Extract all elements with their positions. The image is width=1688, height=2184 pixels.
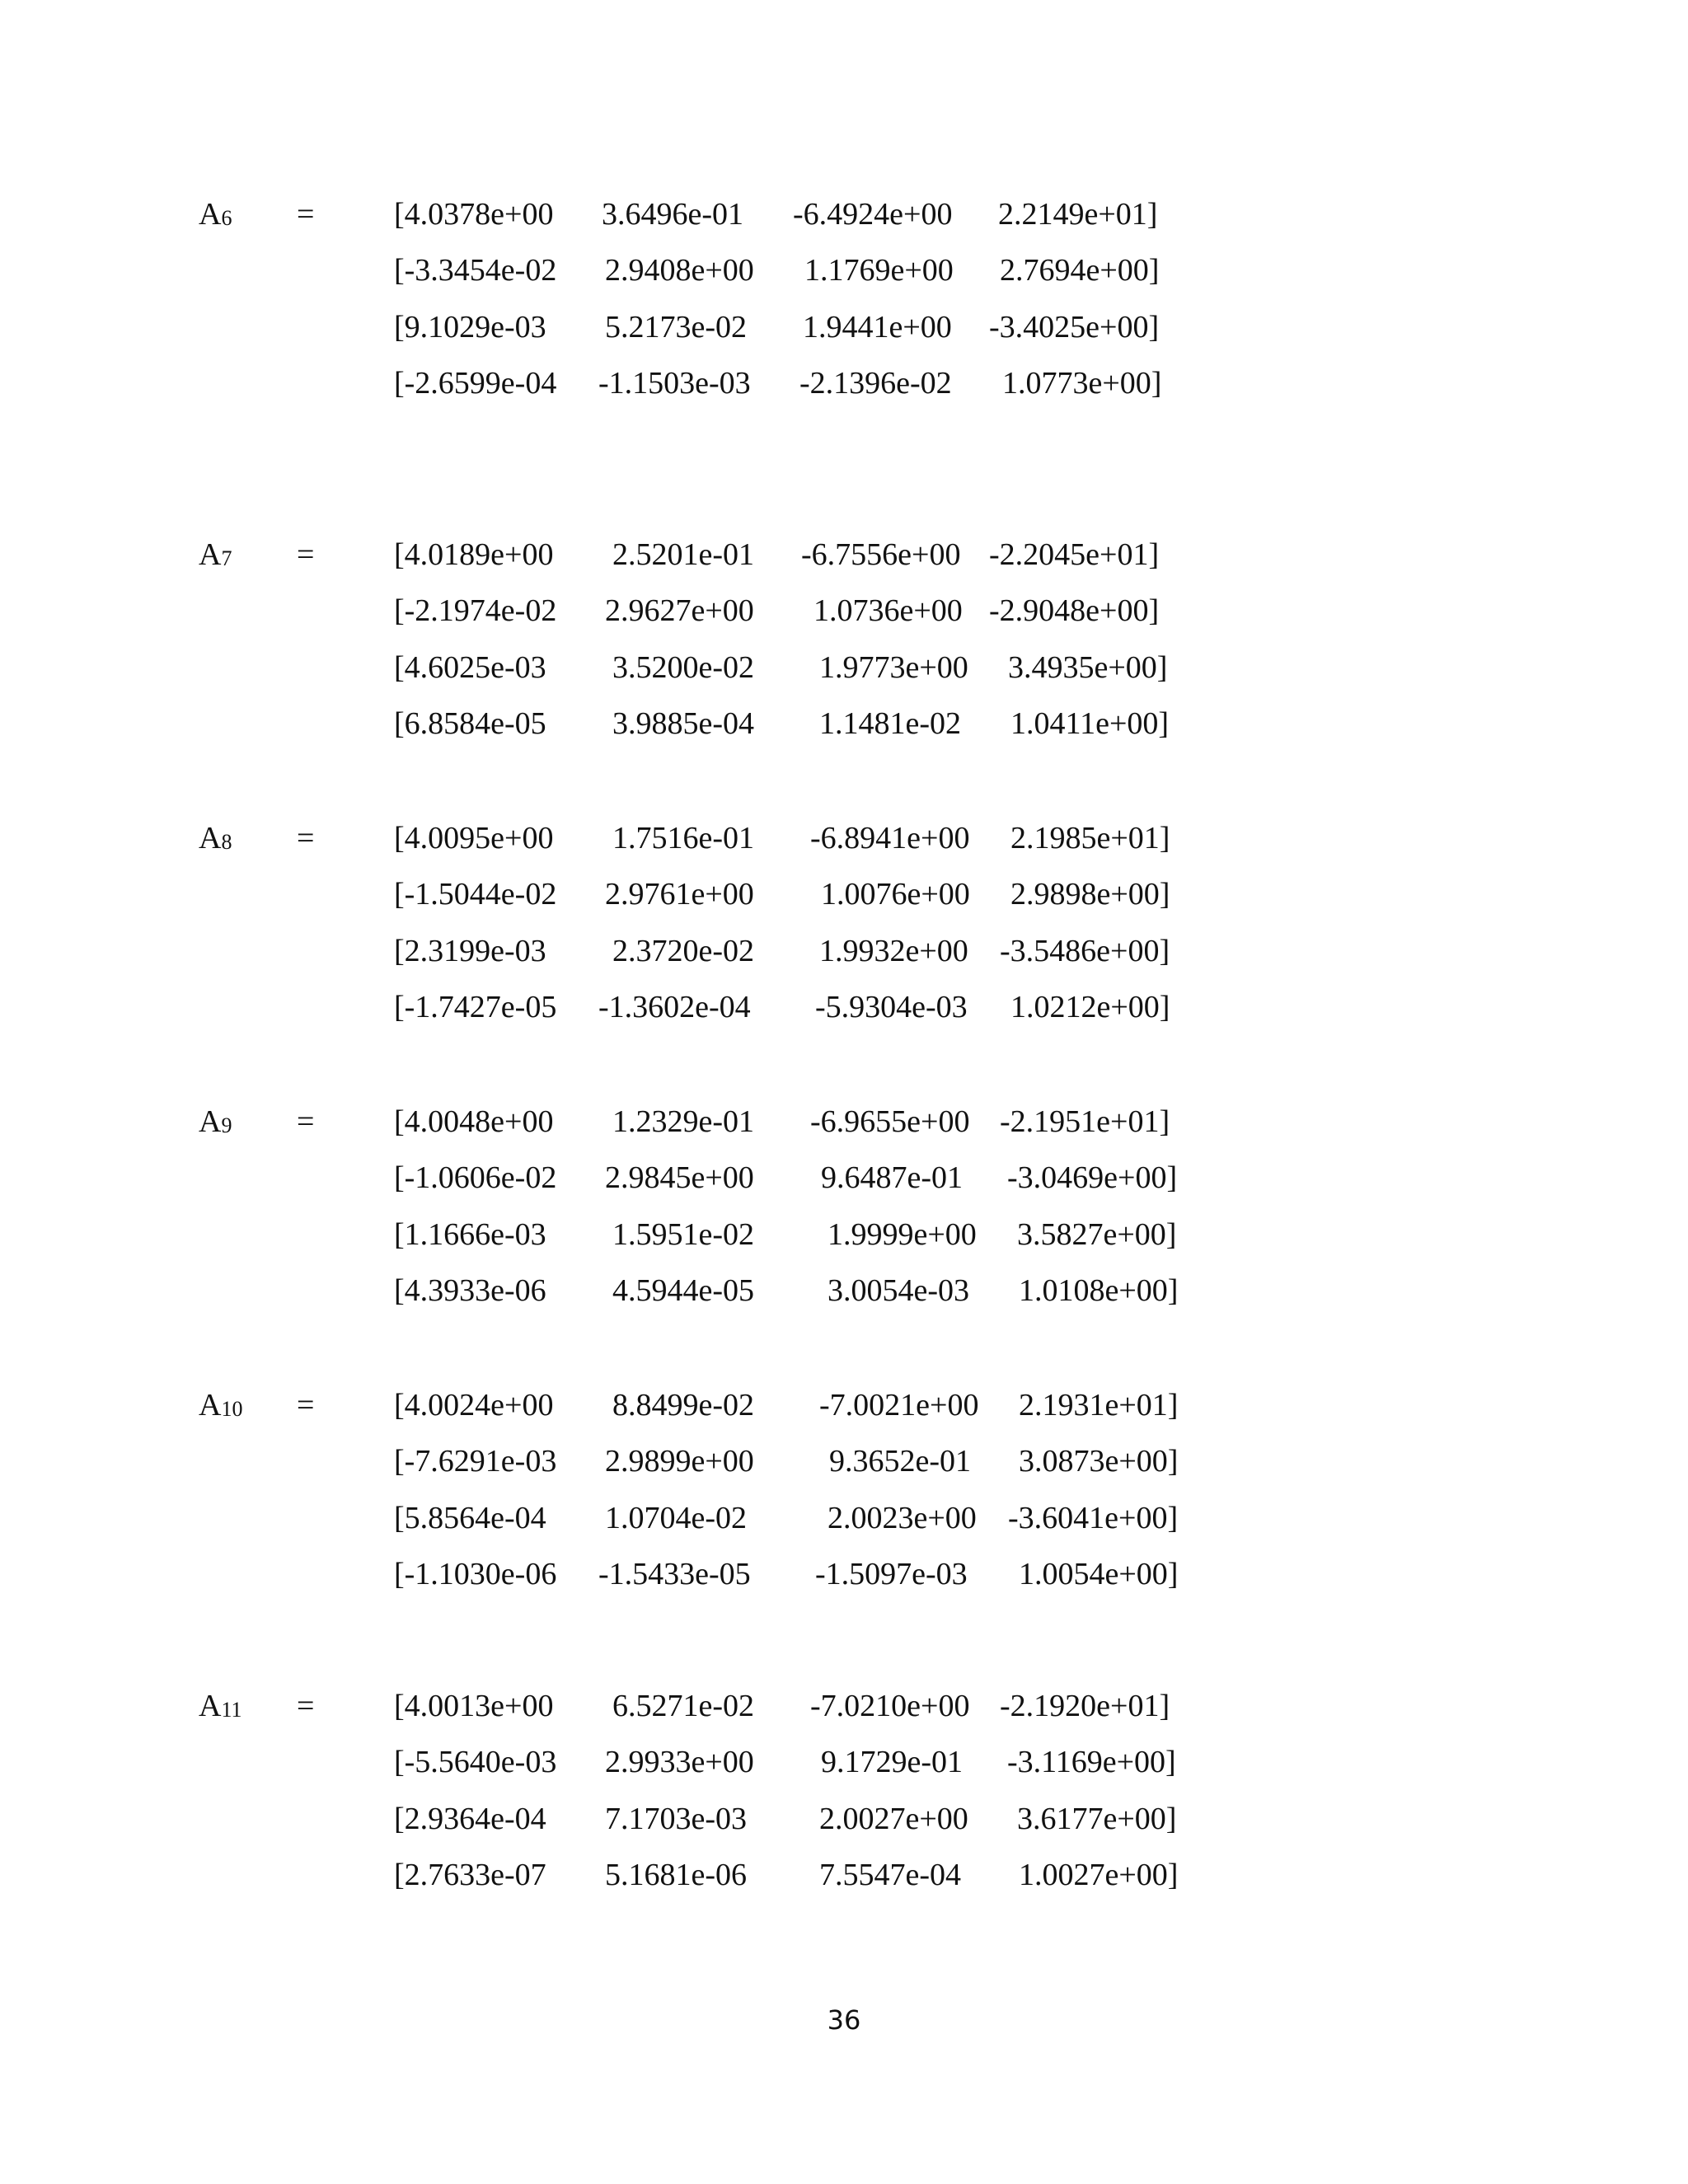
matrix-cell: 5.2173e-02 xyxy=(605,310,748,344)
matrix-cell: 1.0736e+00 xyxy=(814,593,963,628)
matrix-cell: -2.2045e+01] xyxy=(989,537,1160,572)
matrix-subscript: 7 xyxy=(221,546,232,570)
matrix-cell: 9.1729e-01 xyxy=(821,1745,964,1779)
matrix-cell: 2.0027e+00 xyxy=(819,1802,968,1836)
matrix-cell: 2.9627e+00 xyxy=(605,593,754,628)
matrix-cell: 1.9441e+00 xyxy=(803,310,952,344)
matrix-cell: 1.0704e-02 xyxy=(605,1501,748,1535)
matrix-cell: -3.4025e+00] xyxy=(989,310,1160,344)
matrix-cell: 3.0873e+00] xyxy=(1019,1444,1179,1479)
matrix-cell: -2.1396e-02 xyxy=(799,366,952,401)
matrix-cell: [2.3199e-03 xyxy=(394,934,546,968)
matrix-cell: -2.9048e+00] xyxy=(989,593,1160,628)
equals-sign: = xyxy=(297,197,315,232)
matrix-label xyxy=(199,534,232,579)
matrix-cell: [4.3933e-06 xyxy=(394,1273,546,1308)
equals-sign: = xyxy=(297,537,315,572)
matrix-cell: 1.9999e+00 xyxy=(828,1217,977,1252)
matrix-cell: -1.1503e-03 xyxy=(598,366,751,401)
matrix-cell: 2.1985e+01] xyxy=(1010,821,1170,855)
matrix-cell: 9.3652e-01 xyxy=(829,1444,972,1479)
matrix-cell: -5.9304e-03 xyxy=(815,990,968,1024)
matrix-cell: 7.5547e-04 xyxy=(819,1858,962,1892)
equals-sign: = xyxy=(297,1689,315,1723)
matrix-cell: [4.6025e-03 xyxy=(394,650,546,685)
matrix-cell: 2.9898e+00] xyxy=(1010,877,1170,912)
matrix-subscript: 8 xyxy=(221,830,232,854)
matrix-cell: [5.8564e-04 xyxy=(394,1501,546,1535)
matrix-cell: [6.8584e-05 xyxy=(394,706,546,741)
matrix-cell: 2.9845e+00 xyxy=(605,1160,754,1195)
matrix-cell: 5.1681e-06 xyxy=(605,1858,748,1892)
matrix-subscript: 10 xyxy=(221,1397,243,1421)
matrix-cell: [2.7633e-07 xyxy=(394,1858,546,1892)
matrix-cell: 2.7694e+00] xyxy=(1000,253,1160,288)
matrix-cell: 1.0212e+00] xyxy=(1010,990,1170,1024)
matrix-cell: -3.0469e+00] xyxy=(1007,1160,1178,1195)
matrix-cell: 1.1481e-02 xyxy=(819,706,962,741)
matrix-cell: 1.9932e+00 xyxy=(819,934,968,968)
matrix-subscript: 11 xyxy=(221,1698,242,1722)
matrix-cell: [2.9364e-04 xyxy=(394,1802,546,1836)
matrix-cell: [-1.1030e-06 xyxy=(394,1557,557,1591)
matrix-cell: [4.0378e+00 xyxy=(394,197,554,232)
matrix-cell: [4.0024e+00 xyxy=(394,1388,554,1422)
matrix-cell: [-1.5044e-02 xyxy=(394,877,557,912)
matrix-cell: [-2.1974e-02 xyxy=(394,593,557,628)
matrix-cell: -7.0210e+00 xyxy=(810,1689,970,1723)
matrix-cell: 1.0411e+00] xyxy=(1010,706,1170,741)
equals-sign: = xyxy=(297,1388,315,1422)
equals-sign: = xyxy=(297,821,315,855)
matrix-cell: 2.9933e+00 xyxy=(605,1745,754,1779)
matrix-cell: 7.1703e-03 xyxy=(605,1802,748,1836)
matrix-cell: -3.5486e+00] xyxy=(1000,934,1170,968)
matrix-cell: -1.5433e-05 xyxy=(598,1557,751,1591)
matrix-cell: 1.5951e-02 xyxy=(612,1217,755,1252)
matrix-letter: A xyxy=(199,197,222,232)
matrix-cell: 2.2149e+01] xyxy=(998,197,1158,232)
matrix-cell: -2.1920e+01] xyxy=(1000,1689,1170,1723)
matrix-cell: [4.0189e+00 xyxy=(394,537,554,572)
matrix-cell: -6.7556e+00 xyxy=(801,537,961,572)
matrix-cell: 2.5201e-01 xyxy=(612,537,755,572)
equals-sign: = xyxy=(297,1104,315,1139)
matrix-cell: -1.5097e-03 xyxy=(815,1557,968,1591)
matrix-cell: 1.0076e+00 xyxy=(821,877,970,912)
matrix-cell: 1.0027e+00] xyxy=(1019,1858,1179,1892)
matrix-label xyxy=(199,818,232,862)
matrix-cell: 2.3720e-02 xyxy=(612,934,755,968)
matrix-letter: A xyxy=(199,1104,222,1139)
matrix-cell: [-3.3454e-02 xyxy=(394,253,557,288)
matrix-letter: A xyxy=(199,537,222,572)
matrix-cell: 1.7516e-01 xyxy=(612,821,755,855)
matrix-cell: 2.1931e+01] xyxy=(1019,1388,1179,1422)
matrix-cell: 6.5271e-02 xyxy=(612,1689,755,1723)
matrix-cell: 1.2329e-01 xyxy=(612,1104,755,1139)
matrix-cell: 3.4935e+00] xyxy=(1008,650,1168,685)
matrix-cell: 2.9761e+00 xyxy=(605,877,754,912)
matrix-cell: [-1.0606e-02 xyxy=(394,1160,557,1195)
matrix-cell: [4.0048e+00 xyxy=(394,1104,554,1139)
matrix-cell: 3.9885e-04 xyxy=(612,706,755,741)
matrix-cell: [4.0013e+00 xyxy=(394,1689,554,1723)
matrix-cell: [4.0095e+00 xyxy=(394,821,554,855)
matrix-subscript: 6 xyxy=(221,206,232,230)
matrix-cell: [-5.5640e-03 xyxy=(394,1745,557,1779)
matrix-subscript: 9 xyxy=(221,1113,232,1137)
matrix-cell: 8.8499e-02 xyxy=(612,1388,755,1422)
matrix-cell: 3.6177e+00] xyxy=(1017,1802,1177,1836)
matrix-cell: 3.6496e-01 xyxy=(602,197,744,232)
matrix-label xyxy=(199,1101,232,1146)
matrix-cell: -3.1169e+00] xyxy=(1007,1745,1176,1779)
matrix-cell: [-1.7427e-05 xyxy=(394,990,557,1024)
matrix-cell: [1.1666e-03 xyxy=(394,1217,546,1252)
matrix-label xyxy=(199,1385,242,1429)
matrix-cell: 1.0773e+00] xyxy=(1002,366,1162,401)
matrix-label xyxy=(199,194,232,238)
matrix-cell: 3.0054e-03 xyxy=(828,1273,970,1308)
matrix-letter: A xyxy=(199,1388,222,1422)
matrix-letter: A xyxy=(199,821,222,855)
matrix-cell: -6.8941e+00 xyxy=(810,821,970,855)
matrix-cell: 2.0023e+00 xyxy=(828,1501,977,1535)
matrix-cell: -6.9655e+00 xyxy=(810,1104,970,1139)
matrix-cell: [-2.6599e-04 xyxy=(394,366,557,401)
page-number: 36 xyxy=(827,2004,861,2036)
matrix-cell: 4.5944e-05 xyxy=(612,1273,755,1308)
matrix-cell: 1.0108e+00] xyxy=(1019,1273,1179,1308)
matrix-cell: [-7.6291e-03 xyxy=(394,1444,557,1479)
matrix-cell: 3.5200e-02 xyxy=(612,650,755,685)
matrix-cell: [9.1029e-03 xyxy=(394,310,546,344)
matrix-cell: 3.5827e+00] xyxy=(1017,1217,1177,1252)
matrix-cell: -7.0021e+00 xyxy=(819,1388,979,1422)
matrix-cell: 2.9408e+00 xyxy=(605,253,754,288)
matrix-cell: -2.1951e+01] xyxy=(1000,1104,1170,1139)
matrix-cell: -1.3602e-04 xyxy=(598,990,751,1024)
matrix-cell: 1.1769e+00 xyxy=(804,253,954,288)
matrix-cell: 2.9899e+00 xyxy=(605,1444,754,1479)
matrix-cell: -6.4924e+00 xyxy=(793,197,953,232)
matrix-cell: -3.6041e+00] xyxy=(1008,1501,1179,1535)
matrix-label xyxy=(199,1685,242,1730)
matrix-letter: A xyxy=(199,1689,222,1723)
matrix-cell: 1.9773e+00 xyxy=(819,650,968,685)
matrix-cell: 1.0054e+00] xyxy=(1019,1557,1179,1591)
matrix-cell: 9.6487e-01 xyxy=(821,1160,964,1195)
